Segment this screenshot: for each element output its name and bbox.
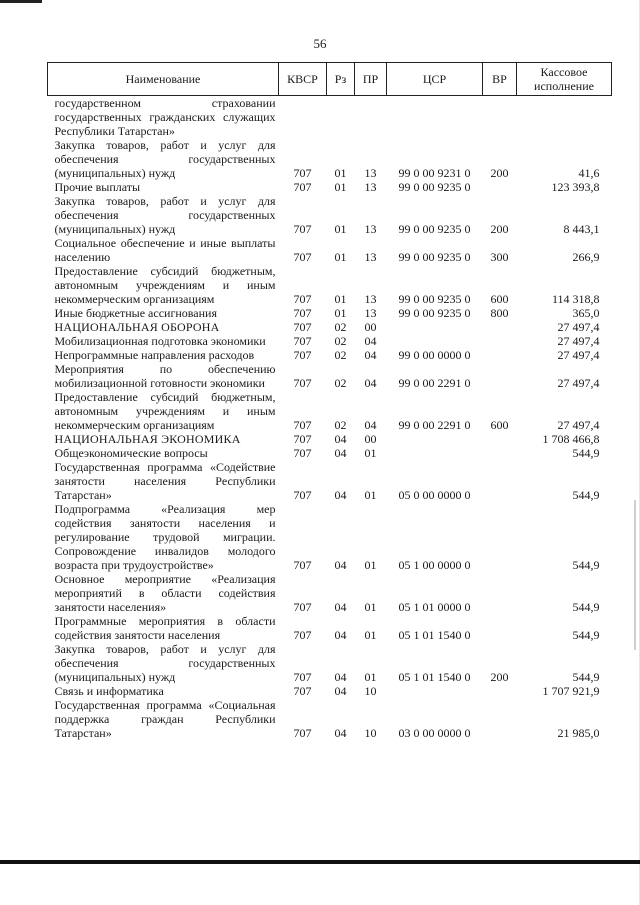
table-row xyxy=(48,390,612,432)
scan-artifact-line xyxy=(634,500,636,650)
row-pr xyxy=(355,96,387,139)
header-kvsr: КВСР xyxy=(279,63,327,96)
table-row xyxy=(48,432,612,446)
row-kvsr: 707 xyxy=(293,166,312,180)
row-vr: 600 xyxy=(490,292,509,306)
table-row xyxy=(48,194,612,236)
row-rz: 01 xyxy=(334,250,347,264)
row-vr xyxy=(483,684,517,698)
row-name: Непрограммные направления расходов xyxy=(54,348,255,362)
row-amount: 544,9 xyxy=(572,628,600,642)
row-pr: 01 xyxy=(364,558,377,572)
table-row xyxy=(48,236,612,264)
row-name: Социальное обеспечение и иные выплаты населению xyxy=(54,236,276,264)
header-vr: ВР xyxy=(483,63,517,96)
row-vr xyxy=(483,96,517,139)
row-csr xyxy=(387,432,483,446)
row-kvsr: 707 xyxy=(293,250,312,264)
row-pr: 01 xyxy=(364,600,377,614)
header-rz: Рз xyxy=(327,63,355,96)
row-kvsr: 707 xyxy=(293,306,312,320)
row-pr: 13 xyxy=(364,306,377,320)
header-amount: Кассовое исполнение xyxy=(517,63,612,96)
row-csr: 99 0 00 9235 0 xyxy=(398,292,471,306)
row-name: Закупка товаров, работ и услуг для обеспечения государственных (муниципальных) нужд xyxy=(54,194,276,236)
row-vr: 200 xyxy=(490,670,509,684)
row-csr: 99 0 00 2291 0 xyxy=(398,418,471,432)
row-kvsr: 707 xyxy=(293,726,312,740)
row-kvsr: 707 xyxy=(293,320,312,334)
page-bottom-border xyxy=(0,860,640,864)
row-csr xyxy=(387,684,483,698)
row-vr: 800 xyxy=(490,306,509,320)
row-kvsr: 707 xyxy=(293,180,312,194)
row-vr: 300 xyxy=(490,250,509,264)
row-amount: 27 497,4 xyxy=(557,334,600,348)
row-rz: 01 xyxy=(334,180,347,194)
row-rz: 04 xyxy=(334,726,347,740)
table-row xyxy=(48,138,612,180)
row-amount: 27 497,4 xyxy=(557,418,600,432)
row-pr: 01 xyxy=(364,670,377,684)
row-amount: 544,9 xyxy=(572,670,600,684)
table-row xyxy=(48,264,612,306)
header-csr: ЦСР xyxy=(387,63,483,96)
row-csr xyxy=(387,334,483,348)
row-vr xyxy=(483,698,517,740)
table-row xyxy=(48,572,612,614)
row-amount: 41,6 xyxy=(578,166,600,180)
row-rz: 04 xyxy=(334,446,347,460)
row-name: Закупка товаров, работ и услуг для обеспечения государственных (муниципальных) нужд xyxy=(54,642,276,684)
row-rz: 04 xyxy=(334,628,347,642)
row-kvsr: 707 xyxy=(293,446,312,460)
row-csr xyxy=(387,446,483,460)
table-row xyxy=(48,698,612,740)
row-rz: 04 xyxy=(334,488,347,502)
row-kvsr: 707 xyxy=(293,670,312,684)
row-rz: 01 xyxy=(334,222,347,236)
row-kvsr: 707 xyxy=(293,222,312,236)
row-amount: 123 393,8 xyxy=(551,180,600,194)
row-csr: 99 0 00 9235 0 xyxy=(398,180,471,194)
table-row xyxy=(48,362,612,390)
row-kvsr: 707 xyxy=(293,628,312,642)
row-csr: 99 0 00 9235 0 xyxy=(398,250,471,264)
row-rz: 02 xyxy=(334,376,347,390)
row-name: Основное мероприятие «Реализация мероприятий в области содействия занятости населения» xyxy=(54,572,276,614)
row-rz: 04 xyxy=(334,600,347,614)
table-row xyxy=(48,320,612,334)
row-rz: 04 xyxy=(334,432,347,446)
row-amount: 27 497,4 xyxy=(557,348,600,362)
row-vr xyxy=(483,572,517,614)
row-name: Связь и информатика xyxy=(54,684,164,698)
row-pr: 01 xyxy=(364,446,377,460)
row-vr xyxy=(483,460,517,502)
table-row xyxy=(48,96,612,139)
row-amount: 1 708 466,8 xyxy=(542,432,600,446)
row-rz: 01 xyxy=(334,292,347,306)
row-name: Закупка товаров, работ и услуг для обеспечения государственных (муниципальных) нужд xyxy=(54,138,276,180)
row-name: Государственная программа «Содействие занятости населения Республики Татарстан» xyxy=(54,460,276,502)
row-kvsr: 707 xyxy=(293,376,312,390)
row-name: НАЦИОНАЛЬНАЯ ОБОРОНА xyxy=(54,320,220,334)
row-vr xyxy=(483,320,517,334)
row-kvsr: 707 xyxy=(293,488,312,502)
row-kvsr: 707 xyxy=(293,292,312,306)
row-amount: 27 497,4 xyxy=(557,376,600,390)
row-rz: 02 xyxy=(334,334,347,348)
row-rz: 01 xyxy=(334,306,347,320)
table-row xyxy=(48,642,612,684)
row-amount: 544,9 xyxy=(572,446,600,460)
row-csr: 99 0 00 9235 0 xyxy=(398,306,471,320)
table-row xyxy=(48,460,612,502)
row-name: Государственная программа «Социальная поддержка граждан Республики Татарстан» xyxy=(54,698,276,740)
row-rz xyxy=(327,96,355,139)
row-kvsr: 707 xyxy=(293,348,312,362)
row-csr: 99 0 00 9231 0 xyxy=(398,166,471,180)
row-amount: 1 707 921,9 xyxy=(542,684,600,698)
row-vr xyxy=(483,446,517,460)
row-pr: 13 xyxy=(364,222,377,236)
row-amount: 266,9 xyxy=(572,250,600,264)
row-name: Прочие выплаты xyxy=(54,180,141,194)
table-row xyxy=(48,306,612,320)
row-vr xyxy=(483,334,517,348)
row-name: государственном страховании государственных гражданских служащих Республики Татарстан» xyxy=(54,96,276,138)
row-pr: 13 xyxy=(364,180,377,194)
page-number: 56 xyxy=(313,36,327,51)
table-row xyxy=(48,684,612,698)
row-rz: 02 xyxy=(334,320,347,334)
table-row xyxy=(48,614,612,642)
row-pr: 04 xyxy=(364,334,377,348)
row-rz: 04 xyxy=(334,558,347,572)
row-pr: 13 xyxy=(364,166,377,180)
row-csr: 05 1 01 0000 0 xyxy=(398,600,471,614)
row-kvsr: 707 xyxy=(293,684,312,698)
row-pr: 01 xyxy=(364,628,377,642)
row-vr xyxy=(483,180,517,194)
row-rz: 02 xyxy=(334,348,347,362)
row-pr: 10 xyxy=(364,684,377,698)
row-csr: 05 1 00 0000 0 xyxy=(398,558,471,572)
row-csr: 05 1 01 1540 0 xyxy=(398,670,471,684)
row-kvsr: 707 xyxy=(293,558,312,572)
row-csr xyxy=(387,96,483,139)
row-rz: 04 xyxy=(334,684,347,698)
table-row xyxy=(48,334,612,348)
row-amount: 365,0 xyxy=(572,306,600,320)
table-header-row xyxy=(48,63,612,96)
row-vr xyxy=(483,432,517,446)
row-vr: 200 xyxy=(490,222,509,236)
row-pr: 00 xyxy=(364,432,377,446)
row-pr: 10 xyxy=(364,726,377,740)
row-vr xyxy=(483,614,517,642)
row-vr xyxy=(483,362,517,390)
row-amount: 27 497,4 xyxy=(557,320,600,334)
row-pr: 13 xyxy=(364,292,377,306)
row-amount: 544,9 xyxy=(572,558,600,572)
row-pr: 04 xyxy=(364,376,377,390)
table-body xyxy=(48,96,612,741)
row-vr xyxy=(483,348,517,362)
row-csr: 99 0 00 0000 0 xyxy=(398,348,471,362)
row-vr: 600 xyxy=(490,418,509,432)
row-kvsr: 707 xyxy=(293,418,312,432)
row-csr: 03 0 00 0000 0 xyxy=(398,726,471,740)
row-pr: 04 xyxy=(364,348,377,362)
row-name: Мероприятия по обеспечению мобилизационной готовности экономики xyxy=(54,362,276,390)
row-pr: 04 xyxy=(364,418,377,432)
row-rz: 01 xyxy=(334,166,347,180)
row-kvsr xyxy=(279,96,327,139)
row-kvsr: 707 xyxy=(293,432,312,446)
row-name: Иные бюджетные ассигнования xyxy=(54,306,217,320)
row-csr: 99 0 00 2291 0 xyxy=(398,376,471,390)
row-name: Подпрограмма «Реализация мер содействия занятости населения и регулирование трудовой миграции. Сопровождение инвалидов молодого возраста при трудоустройстве» xyxy=(54,502,276,572)
table-row xyxy=(48,446,612,460)
row-rz: 02 xyxy=(334,418,347,432)
budget-execution-table xyxy=(47,62,612,740)
row-name: Мобилизационная подготовка экономики xyxy=(54,334,266,348)
row-name: НАЦИОНАЛЬНАЯ ЭКОНОМИКА xyxy=(54,432,241,446)
row-rz: 04 xyxy=(334,670,347,684)
header-name: Наименование xyxy=(48,63,279,96)
row-kvsr: 707 xyxy=(293,600,312,614)
row-csr: 05 0 00 0000 0 xyxy=(398,488,471,502)
row-name: Предоставление субсидий бюджетным, автономным учреждениям и иным некоммерческим организациям xyxy=(54,264,276,306)
row-name: Общеэкономические вопросы xyxy=(54,446,208,460)
row-amount: 8 443,1 xyxy=(563,222,600,236)
row-csr: 99 0 00 9235 0 xyxy=(398,222,471,236)
row-amount: 544,9 xyxy=(572,600,600,614)
table-row xyxy=(48,348,612,362)
table-row xyxy=(48,180,612,194)
scan-edge-mark xyxy=(0,0,42,3)
row-amount: 114 318,8 xyxy=(551,292,600,306)
row-name: Программные мероприятия в области содействия занятости населения xyxy=(54,614,276,642)
row-pr: 00 xyxy=(364,320,377,334)
row-vr xyxy=(483,502,517,572)
table-row xyxy=(48,502,612,572)
row-vr: 200 xyxy=(490,166,509,180)
row-name: Предоставление субсидий бюджетным, автономным учреждениям и иным некоммерческим организациям xyxy=(54,390,276,432)
row-pr: 13 xyxy=(364,250,377,264)
header-pr: ПР xyxy=(355,63,387,96)
row-kvsr: 707 xyxy=(293,334,312,348)
row-amount xyxy=(517,96,612,139)
row-csr: 05 1 01 1540 0 xyxy=(398,628,471,642)
row-csr xyxy=(387,320,483,334)
row-amount: 544,9 xyxy=(572,488,600,502)
row-amount: 21 985,0 xyxy=(557,726,600,740)
row-pr: 01 xyxy=(364,488,377,502)
